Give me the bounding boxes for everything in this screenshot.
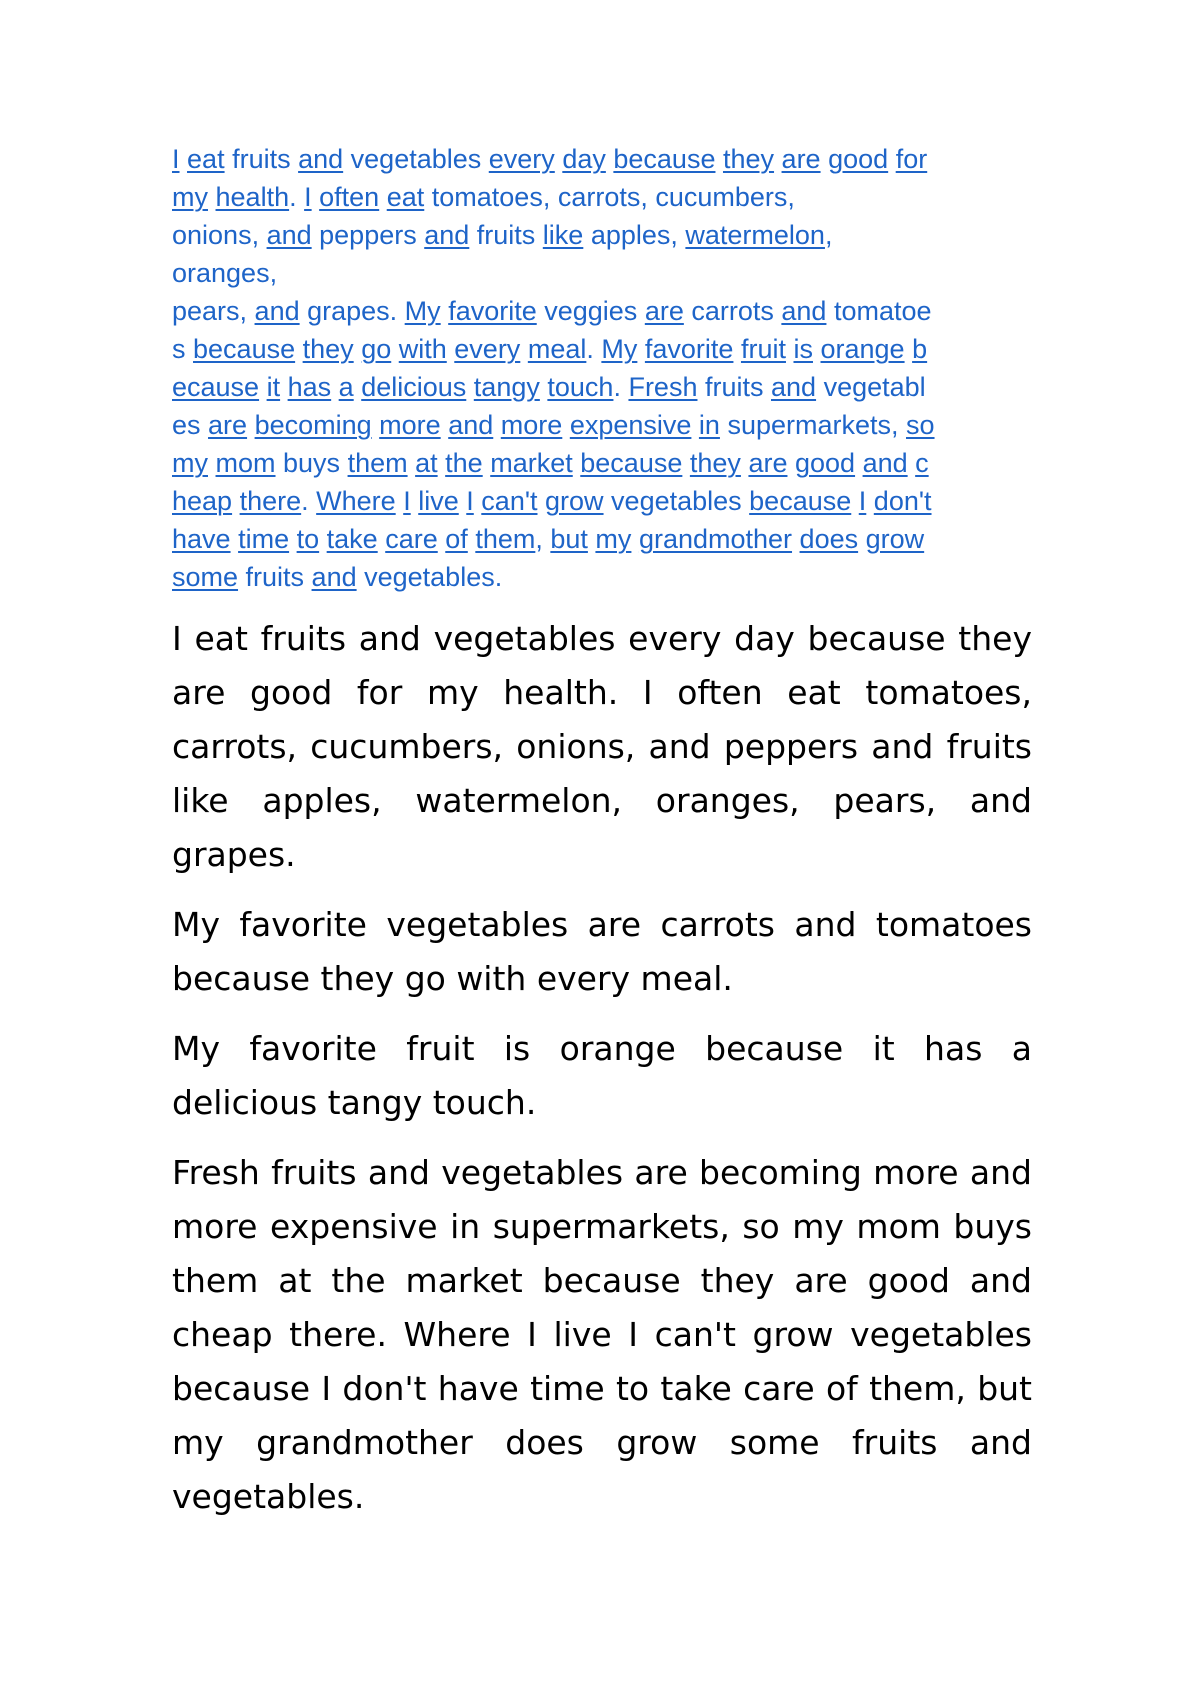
linked-word[interactable]: ecause bbox=[172, 372, 260, 402]
linked-word[interactable]: meal bbox=[527, 334, 587, 364]
linked-word[interactable]: for bbox=[895, 144, 928, 174]
linked-word[interactable]: and bbox=[298, 144, 344, 174]
linked-word[interactable]: Where bbox=[316, 486, 396, 516]
linked-word[interactable]: watermelon bbox=[685, 220, 825, 250]
linked-word[interactable]: expensive bbox=[569, 410, 692, 440]
linked-word[interactable]: to bbox=[296, 524, 320, 554]
linked-word[interactable]: I bbox=[172, 144, 180, 174]
linked-word[interactable]: My bbox=[601, 334, 638, 364]
linked-word[interactable]: because bbox=[749, 486, 852, 516]
linked-word[interactable]: have bbox=[172, 524, 231, 554]
linked-word[interactable]: good bbox=[794, 448, 856, 478]
linked-word[interactable]: delicious bbox=[361, 372, 467, 402]
translated-line: es are becoming more and more expensive in supermarkets, so bbox=[172, 410, 935, 440]
linked-word[interactable]: time bbox=[238, 524, 290, 554]
linked-word[interactable]: mom bbox=[215, 448, 276, 478]
linked-word[interactable]: they bbox=[722, 144, 775, 174]
linked-word[interactable]: I bbox=[403, 486, 411, 516]
linked-word[interactable]: grow bbox=[545, 486, 604, 516]
linked-word[interactable]: b bbox=[912, 334, 928, 364]
linked-word[interactable]: often bbox=[319, 182, 380, 212]
linked-word[interactable]: and bbox=[424, 220, 470, 250]
linked-word[interactable]: good bbox=[828, 144, 889, 174]
linked-word[interactable]: because bbox=[613, 144, 716, 174]
linked-word[interactable]: eat bbox=[187, 144, 225, 174]
translated-line: s because they go with every meal. My favorite fruit is orange b bbox=[172, 334, 928, 364]
essay-body bbox=[172, 612, 1032, 1540]
linked-word[interactable]: favorite bbox=[448, 296, 537, 326]
linked-word[interactable]: My bbox=[404, 296, 441, 326]
linked-word[interactable]: orange bbox=[820, 334, 905, 364]
essay-paragraph-1: I eat fruits and vegetables every day because they are good for my health. I often eat tomatoes, carrots, cucumbers, onions, and peppers and fruits like apples, watermelon, oranges, pears, and grapes. bbox=[172, 619, 1032, 874]
linked-word[interactable]: does bbox=[799, 524, 859, 554]
linked-word[interactable]: the bbox=[445, 448, 483, 478]
linked-word[interactable]: because bbox=[580, 448, 683, 478]
linked-word[interactable]: can't bbox=[481, 486, 538, 516]
linked-word[interactable]: c bbox=[915, 448, 929, 478]
translated-line: oranges, bbox=[172, 258, 278, 288]
linked-word[interactable]: with bbox=[398, 334, 447, 364]
translated-line: have time to take care of them, but my grandmother does grow bbox=[172, 524, 925, 554]
linked-word[interactable]: of bbox=[445, 524, 468, 554]
linked-word[interactable]: are bbox=[208, 410, 248, 440]
linked-word[interactable]: favorite bbox=[644, 334, 734, 364]
linked-word[interactable]: because bbox=[193, 334, 296, 364]
linked-word[interactable]: touch bbox=[547, 372, 614, 402]
essay-paragraph-3: My favorite fruit is orange because it has a delicious tangy touch. bbox=[172, 1029, 1032, 1122]
translated-line: some fruits and vegetables. bbox=[172, 562, 503, 592]
translated-line: ecause it has a delicious tangy touch. Fresh fruits and vegetabl bbox=[172, 372, 926, 402]
linked-word[interactable]: fruit bbox=[740, 334, 786, 364]
linked-word[interactable]: a bbox=[338, 372, 354, 402]
essay-paragraph-2: My favorite vegetables are carrots and tomatoes because they go with every meal. bbox=[172, 905, 1032, 998]
linked-word[interactable]: becoming bbox=[254, 410, 372, 440]
linked-word[interactable]: eat bbox=[386, 182, 425, 212]
linked-word[interactable]: them bbox=[347, 448, 408, 478]
linked-word[interactable]: and bbox=[862, 448, 908, 478]
linked-word[interactable]: Fresh bbox=[628, 372, 698, 402]
linked-word[interactable]: take bbox=[326, 524, 378, 554]
linked-word[interactable]: there bbox=[239, 486, 302, 516]
linked-word[interactable]: I bbox=[858, 486, 867, 516]
translated-line: I eat fruits and vegetables every day because they are good for bbox=[172, 144, 928, 174]
linked-word[interactable]: don't bbox=[873, 486, 932, 516]
linked-word[interactable]: are bbox=[781, 144, 821, 174]
linked-word[interactable]: every bbox=[488, 144, 555, 174]
linked-word[interactable]: in bbox=[698, 410, 720, 440]
translated-line: my mom buys them at the market because they are good and c bbox=[172, 448, 929, 478]
essay-paragraph-4: Fresh fruits and vegetables are becoming more and more expensive in supermarkets, so my mom buys them at the market because they are good and cheap there. Where I live I can't grow vegetables because I don't have time to take care of them, but my grandmother does grow some fruits and vegetables. bbox=[172, 1153, 1032, 1516]
linked-word[interactable]: my bbox=[172, 182, 208, 212]
linked-word[interactable]: I bbox=[466, 486, 474, 516]
linked-word[interactable]: I bbox=[304, 182, 312, 212]
linked-word[interactable]: grandmother bbox=[638, 524, 793, 554]
linked-word[interactable]: so bbox=[906, 410, 935, 440]
linked-word[interactable]: heap bbox=[172, 486, 233, 516]
linked-word[interactable]: it bbox=[266, 372, 281, 402]
linked-word[interactable]: are bbox=[644, 296, 684, 326]
linked-word[interactable]: day bbox=[562, 144, 606, 174]
linked-word[interactable]: they bbox=[302, 334, 354, 364]
linked-word[interactable]: market bbox=[490, 448, 573, 478]
linked-word[interactable]: go bbox=[361, 334, 392, 364]
linked-word[interactable]: more bbox=[500, 410, 563, 440]
translated-line: heap there. Where I live I can't grow vegetables because I don't bbox=[172, 486, 932, 516]
translated-line: my health. I often eat tomatoes, carrots, cucumbers, bbox=[172, 182, 795, 212]
linked-word[interactable]: tangy bbox=[473, 372, 540, 402]
linked-word[interactable]: like bbox=[542, 220, 584, 250]
linked-word[interactable]: and bbox=[781, 296, 827, 326]
linked-word[interactable]: health bbox=[215, 182, 290, 212]
linked-word[interactable]: and bbox=[771, 372, 817, 402]
translated-paragraph bbox=[172, 140, 1042, 596]
linked-word[interactable]: some bbox=[172, 562, 239, 592]
linked-word[interactable]: are bbox=[748, 448, 788, 478]
linked-word[interactable]: has bbox=[287, 372, 332, 402]
linked-word[interactable]: but bbox=[550, 524, 588, 554]
linked-word[interactable]: they bbox=[689, 448, 741, 478]
linked-word[interactable]: them bbox=[475, 524, 536, 554]
linked-word[interactable]: and bbox=[266, 220, 312, 250]
linked-word[interactable]: care bbox=[385, 524, 438, 554]
linked-word[interactable]: my bbox=[595, 524, 632, 554]
linked-word[interactable]: live bbox=[418, 486, 459, 516]
linked-word[interactable]: is bbox=[793, 334, 813, 364]
translated-line: onions, and peppers and fruits like apples, watermelon, bbox=[172, 220, 833, 250]
linked-word[interactable]: every bbox=[454, 334, 521, 364]
linked-word[interactable]: at bbox=[415, 448, 438, 478]
linked-word[interactable]: and bbox=[311, 562, 357, 592]
linked-word[interactable]: more bbox=[379, 410, 441, 440]
linked-word[interactable]: and bbox=[448, 410, 494, 440]
translated-line: pears, and grapes. My favorite veggies are carrots and tomatoe bbox=[172, 296, 932, 326]
linked-word[interactable]: grow bbox=[865, 524, 925, 554]
linked-word[interactable]: and bbox=[254, 296, 300, 326]
linked-word[interactable]: my bbox=[172, 448, 208, 478]
